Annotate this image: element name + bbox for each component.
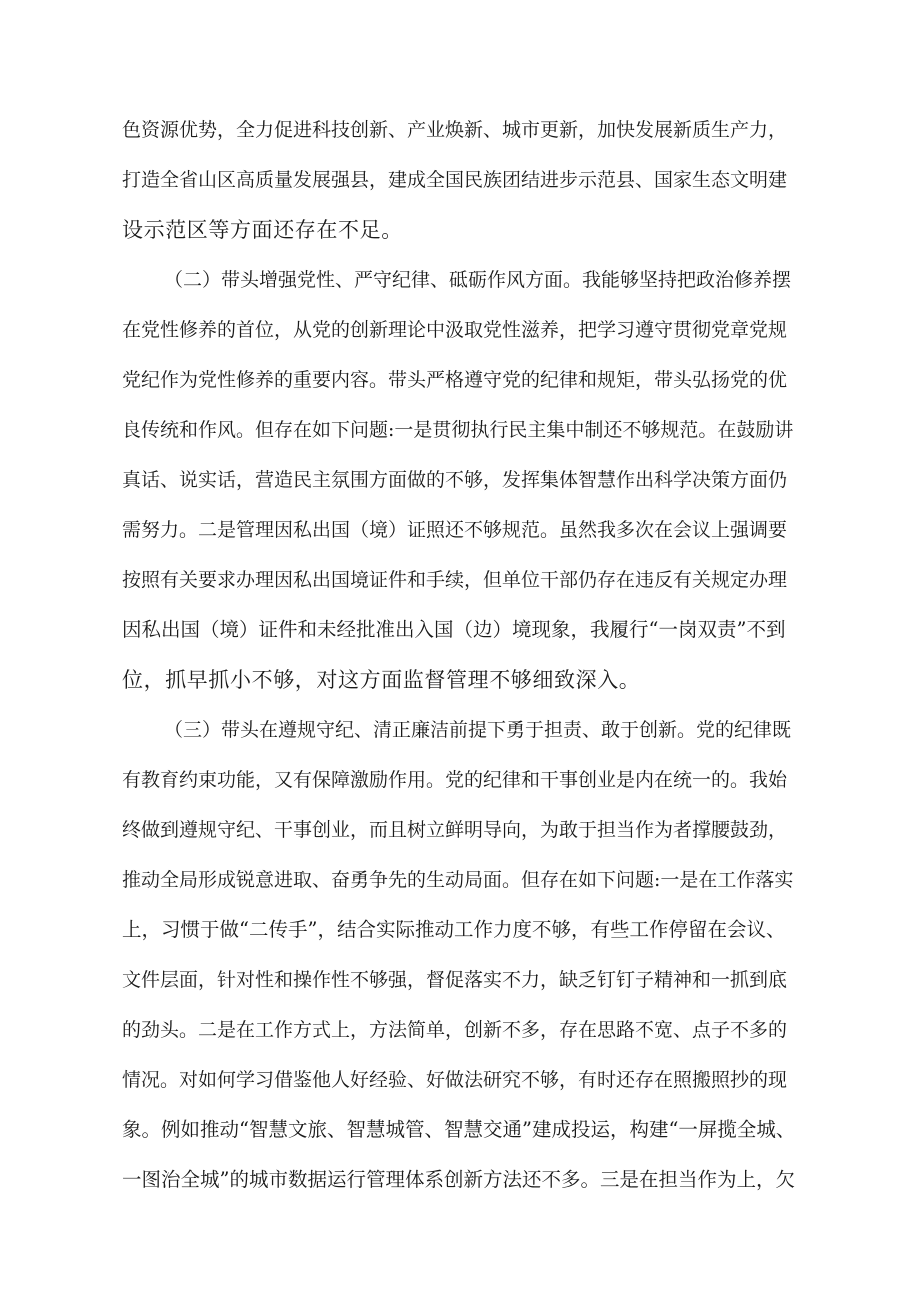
text-line: 因私出国（境）证件和未经批准出入国（边）境现象，我履行“一岗双责”不到 [122, 618, 786, 641]
text-line: 良传统和作风。但存在如下问题:一是贯彻执行民主集中制还不够规范。在鼓励讲 [122, 419, 794, 441]
text-line: 按照有关要求办理因私出国境证件和手续，但单位干部仍存在违反有关规定办理 [122, 569, 788, 591]
text-line: 的劲头。二是在工作方式上，方法简单，创新不多，存在思路不宽、点子不多的 [122, 1019, 788, 1041]
text-line: 象。例如推动“智慧文旅、智慧城管、智慧交通”建成投运，构建“一屏揽全城、 [122, 1118, 796, 1141]
text-line: 设示范区等方面还存在不足。 [122, 218, 403, 242]
text-line: 打造全省山区高质量发展强县，建成全国民族团结进步示范县、国家生态文明建 [122, 169, 788, 191]
text-line: 情况。对如何学习借鉴他人好经验、好做法研究不够，有时还存在照搬照抄的现 [122, 1069, 788, 1091]
text-line: 有教育约束功能，又有保障激励作用。党的纪律和干事创业是内在统一的。我始 [122, 769, 788, 791]
text-line: 文件层面，针对性和操作性不够强，督促落实不力，缺乏钉钉子精神和一抓到底 [122, 969, 788, 991]
text-line: 真话、说实话，营造民主氛围方面做的不够，发挥集体智慧作出科学决策方面仍 [122, 469, 788, 491]
text-line: 在党性修养的首位，从党的创新理论中汲取党性滋养，把学习遵守贯彻党章党规 [122, 319, 788, 341]
text-line: 上，习惯于做“二传手”，结合实际推动工作力度不够，有些工作停留在会议、 [122, 918, 786, 941]
paragraph-2-start: （二）带头增强党性、严守纪律、砥砺作风方面。我能够坚持把政治修养摆 [164, 269, 792, 291]
text-line: 色资源优势，全力促进科技创新、产业焕新、城市更新，加快发展新质生产力， [122, 119, 788, 141]
text-line: 位，抓早抓小不够，对这方面监督管理不够细致深入。 [122, 668, 641, 692]
text-line: 需努力。二是管理因私出国（境）证照还不够规范。虽然我多次在会议上强调要 [122, 519, 788, 541]
paragraph-3-start: （三）带头在遵规守纪、清正廉洁前提下勇于担责、敢于创新。党的纪律既 [164, 719, 792, 741]
text-line: 终做到遵规守纪、干事创业，而且树立鲜明导向，为敢于担当作为者撑腰鼓劲， [122, 819, 788, 841]
text-line: 党纪作为党性修养的重要内容。带头严格遵守党的纪律和规矩，带头弘扬党的优 [122, 369, 788, 391]
text-line: 一图治全城”的城市数据运行管理体系创新方法还不多。三是在担当作为上，欠 [122, 1168, 795, 1191]
text-line: 推动全局形成锐意进取、奋勇争先的生动局面。但存在如下问题:一是在工作落实 [122, 869, 794, 891]
